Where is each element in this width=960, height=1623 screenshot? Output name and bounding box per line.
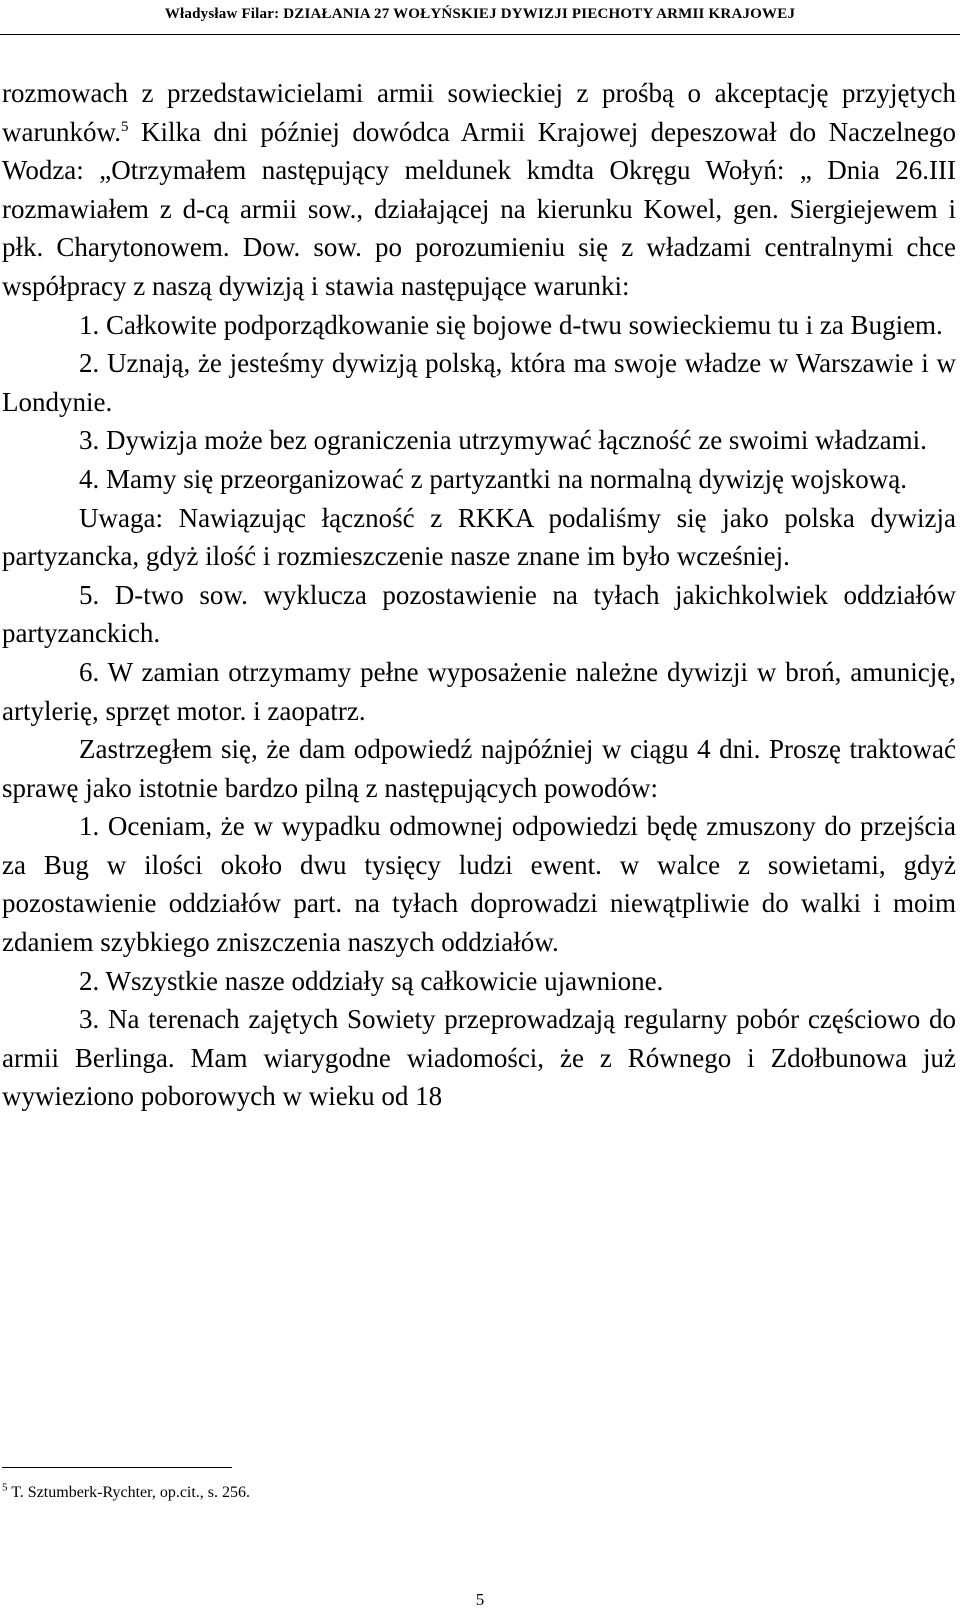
footnote-text: T. Sztumberk-Rychter, op.cit., s. 256. xyxy=(7,1484,251,1501)
footnote-ref: 5 xyxy=(120,118,129,135)
paragraph: 3. Dywizja może bez ograniczenia utrzymywać łączność ze swoimi władzami. xyxy=(79,425,927,456)
paragraph-text: Kilka dni później dowódca Armii Krajowej depeszował do Naczelnego Wodza: „Otrzymałem następujący meldunek kmdta Okręgu Wołyń: „ Dnia 26.III rozmawiałem z d-cą armii sow., działającej na kierunku Kowel, gen. Siergiejewem i płk. Charytonowem. Dow. sow. po porozumieniu się z władzami centralnymi chce współpracy z naszą dywizją i stawia następujące warunki: xyxy=(2,116,956,301)
paragraph: 2. Uznają, że jesteśmy dywizją polską, która ma swoje władze w Warszawie i w Londynie. xyxy=(2,348,956,417)
paragraph: 2. Wszystkie nasze oddziały są całkowicie ujawnione. xyxy=(79,965,664,996)
footnote xyxy=(2,1483,250,1503)
paragraph-text: rozmowach z przedstawicielami armii sowieckiej z prośbą o akceptację przyjętych warunków. xyxy=(2,78,956,147)
paragraph: 4. Mamy się przeorganizować z partyzantki na normalną dywizję wojskową. xyxy=(79,463,907,494)
paragraph: 6. W zamian otrzymamy pełne wyposażenie należne dywizji w broń, amunicję, artylerię, sprzęt motor. i zaopatrz. xyxy=(2,656,956,726)
footnote-marker: 5 xyxy=(2,1481,8,1494)
paragraph: 1. Całkowite podporządkowanie się bojowe d-twu sowieckiemu tu i za Bugiem. xyxy=(79,309,943,340)
paragraph xyxy=(2,74,956,306)
paragraph: Zastrzegłem się, że dam odpowiedź najpóźniej w ciągu 4 dni. Proszę traktować sprawę jako istotnie bardzo pilną z następujących powodów: xyxy=(2,734,956,803)
paragraph: 5. D-two sow. wyklucza pozostawienie na tyłach jakichkolwiek oddziałów partyzanckich. xyxy=(2,579,956,649)
page-number: 5 xyxy=(475,1590,485,1609)
paragraph: Uwaga: Nawiązując łączność z RKKA podaliśmy się jako polska dywizja partyzancka, gdyż ilość i rozmieszczenie nasze znane im było wcześniej. xyxy=(2,502,956,572)
paragraph: 1. Oceniam, że w wypadku odmownej odpowiedzi będę zmuszony do przejścia za Bug w ilości około dwu tysięcy ludzi ewent. w walce z sowietami, gdyż pozostawienie oddziałów part. na tyłach doprowadzi niewątpliwie do walki i moim zdaniem szybkiego zniszczenia naszych oddziałów. xyxy=(2,811,956,958)
paragraph: 3. Na terenach zajętych Sowiety przeprowadzają regularny pobór częściowo do armii Berlinga. Mam wiarygodne wiadomości, że z Równego i Zdołbunowa już wywieziono poborowych w wieku od 18 xyxy=(2,1004,956,1112)
header-rule xyxy=(0,34,960,35)
body-text xyxy=(2,74,956,1116)
running-header: Władysław Filar: DZIAŁANIA 27 WOŁYŃSKIEJ DYWIZJI PIECHOTY ARMII KRAJOWEJ xyxy=(164,6,796,22)
footnote-rule xyxy=(2,1467,232,1468)
